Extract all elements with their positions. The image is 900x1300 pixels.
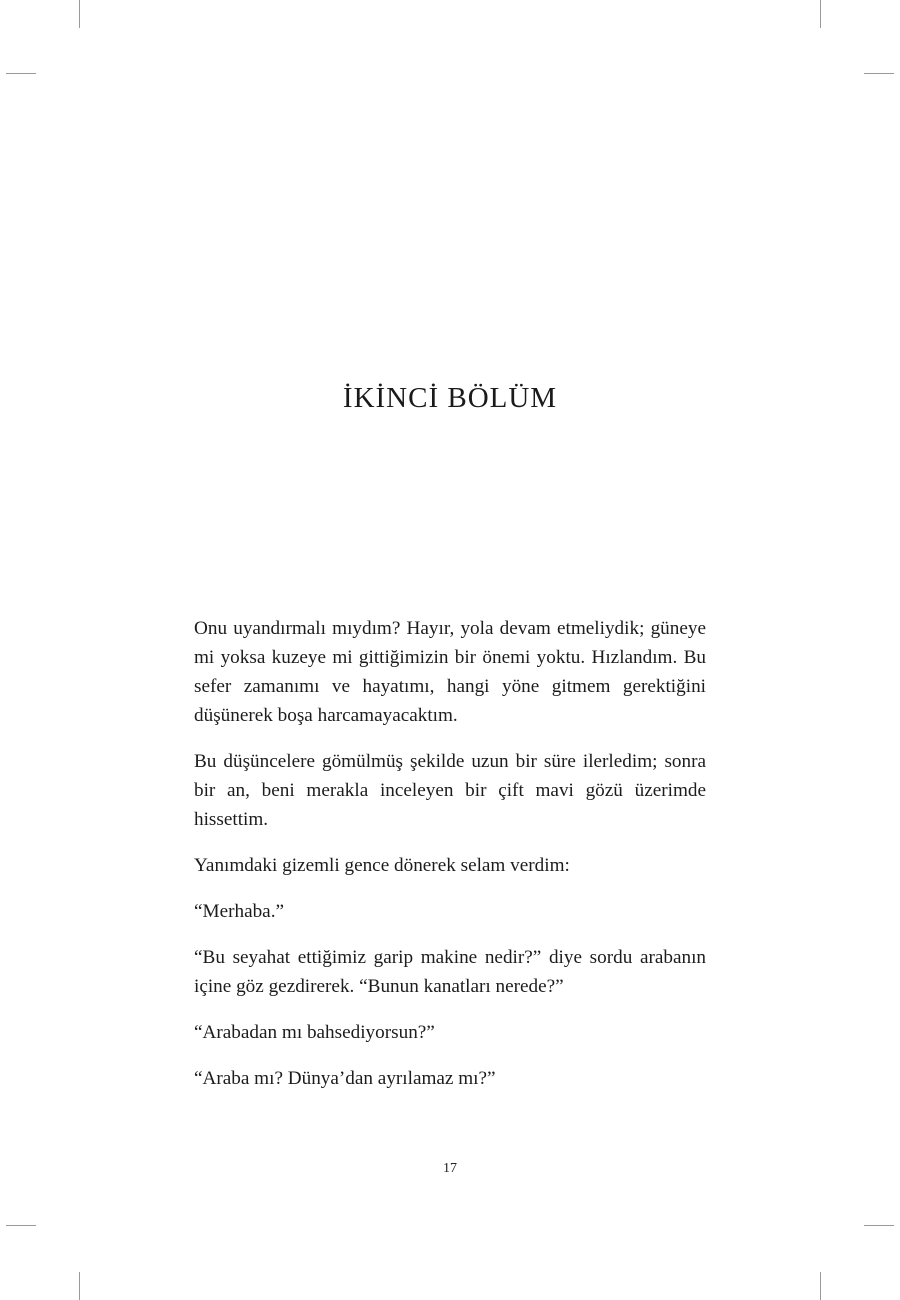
paragraph: “Merhaba.” [194, 901, 285, 922]
paragraph: Bu düşüncelere gömülmüş şekilde uzun bir süre ilerledim; sonra bir an, beni merakla inceleyen bir çift mavi gözü üzerimde hissettim. [194, 751, 706, 830]
chapter-title: İKİNCİ BÖLÜM [342, 382, 558, 414]
paragraph: Yanımdaki gizemli gence dönerek selam verdim: [194, 855, 570, 876]
page-number: 17 [443, 1161, 457, 1176]
paragraph: “Araba mı? Dünya’dan ayrılamaz mı?” [194, 1068, 496, 1089]
paragraph: “Bu seyahat ettiğimiz garip makine nedir?” diye sordu arabanın içine göz gezdirerek. “Bunun kanatları nerede?” [194, 947, 706, 997]
paragraph: “Arabadan mı bahsediyorsun?” [194, 1022, 435, 1043]
body-text [194, 614, 706, 1110]
crop-mark-bottom-left [79, 1272, 80, 1300]
crop-mark-left-top [6, 73, 36, 74]
crop-mark-right-top [864, 73, 894, 74]
crop-mark-right-bottom [864, 1225, 894, 1226]
crop-mark-top-left [79, 0, 80, 28]
paragraph: Onu uyandırmalı mıydım? Hayır, yola devam etmeliydik; güneye mi yoksa kuzeye mi gittiğimizin bir önemi yoktu. Hızlandım. Bu sefer zamanımı ve hayatımı, hangi yöne gitmem gerektiğini düşünerek boşa harcamayacaktım. [194, 618, 706, 726]
crop-mark-top-right [820, 0, 821, 28]
crop-mark-left-bottom [6, 1225, 36, 1226]
crop-mark-bottom-right [820, 1272, 821, 1300]
